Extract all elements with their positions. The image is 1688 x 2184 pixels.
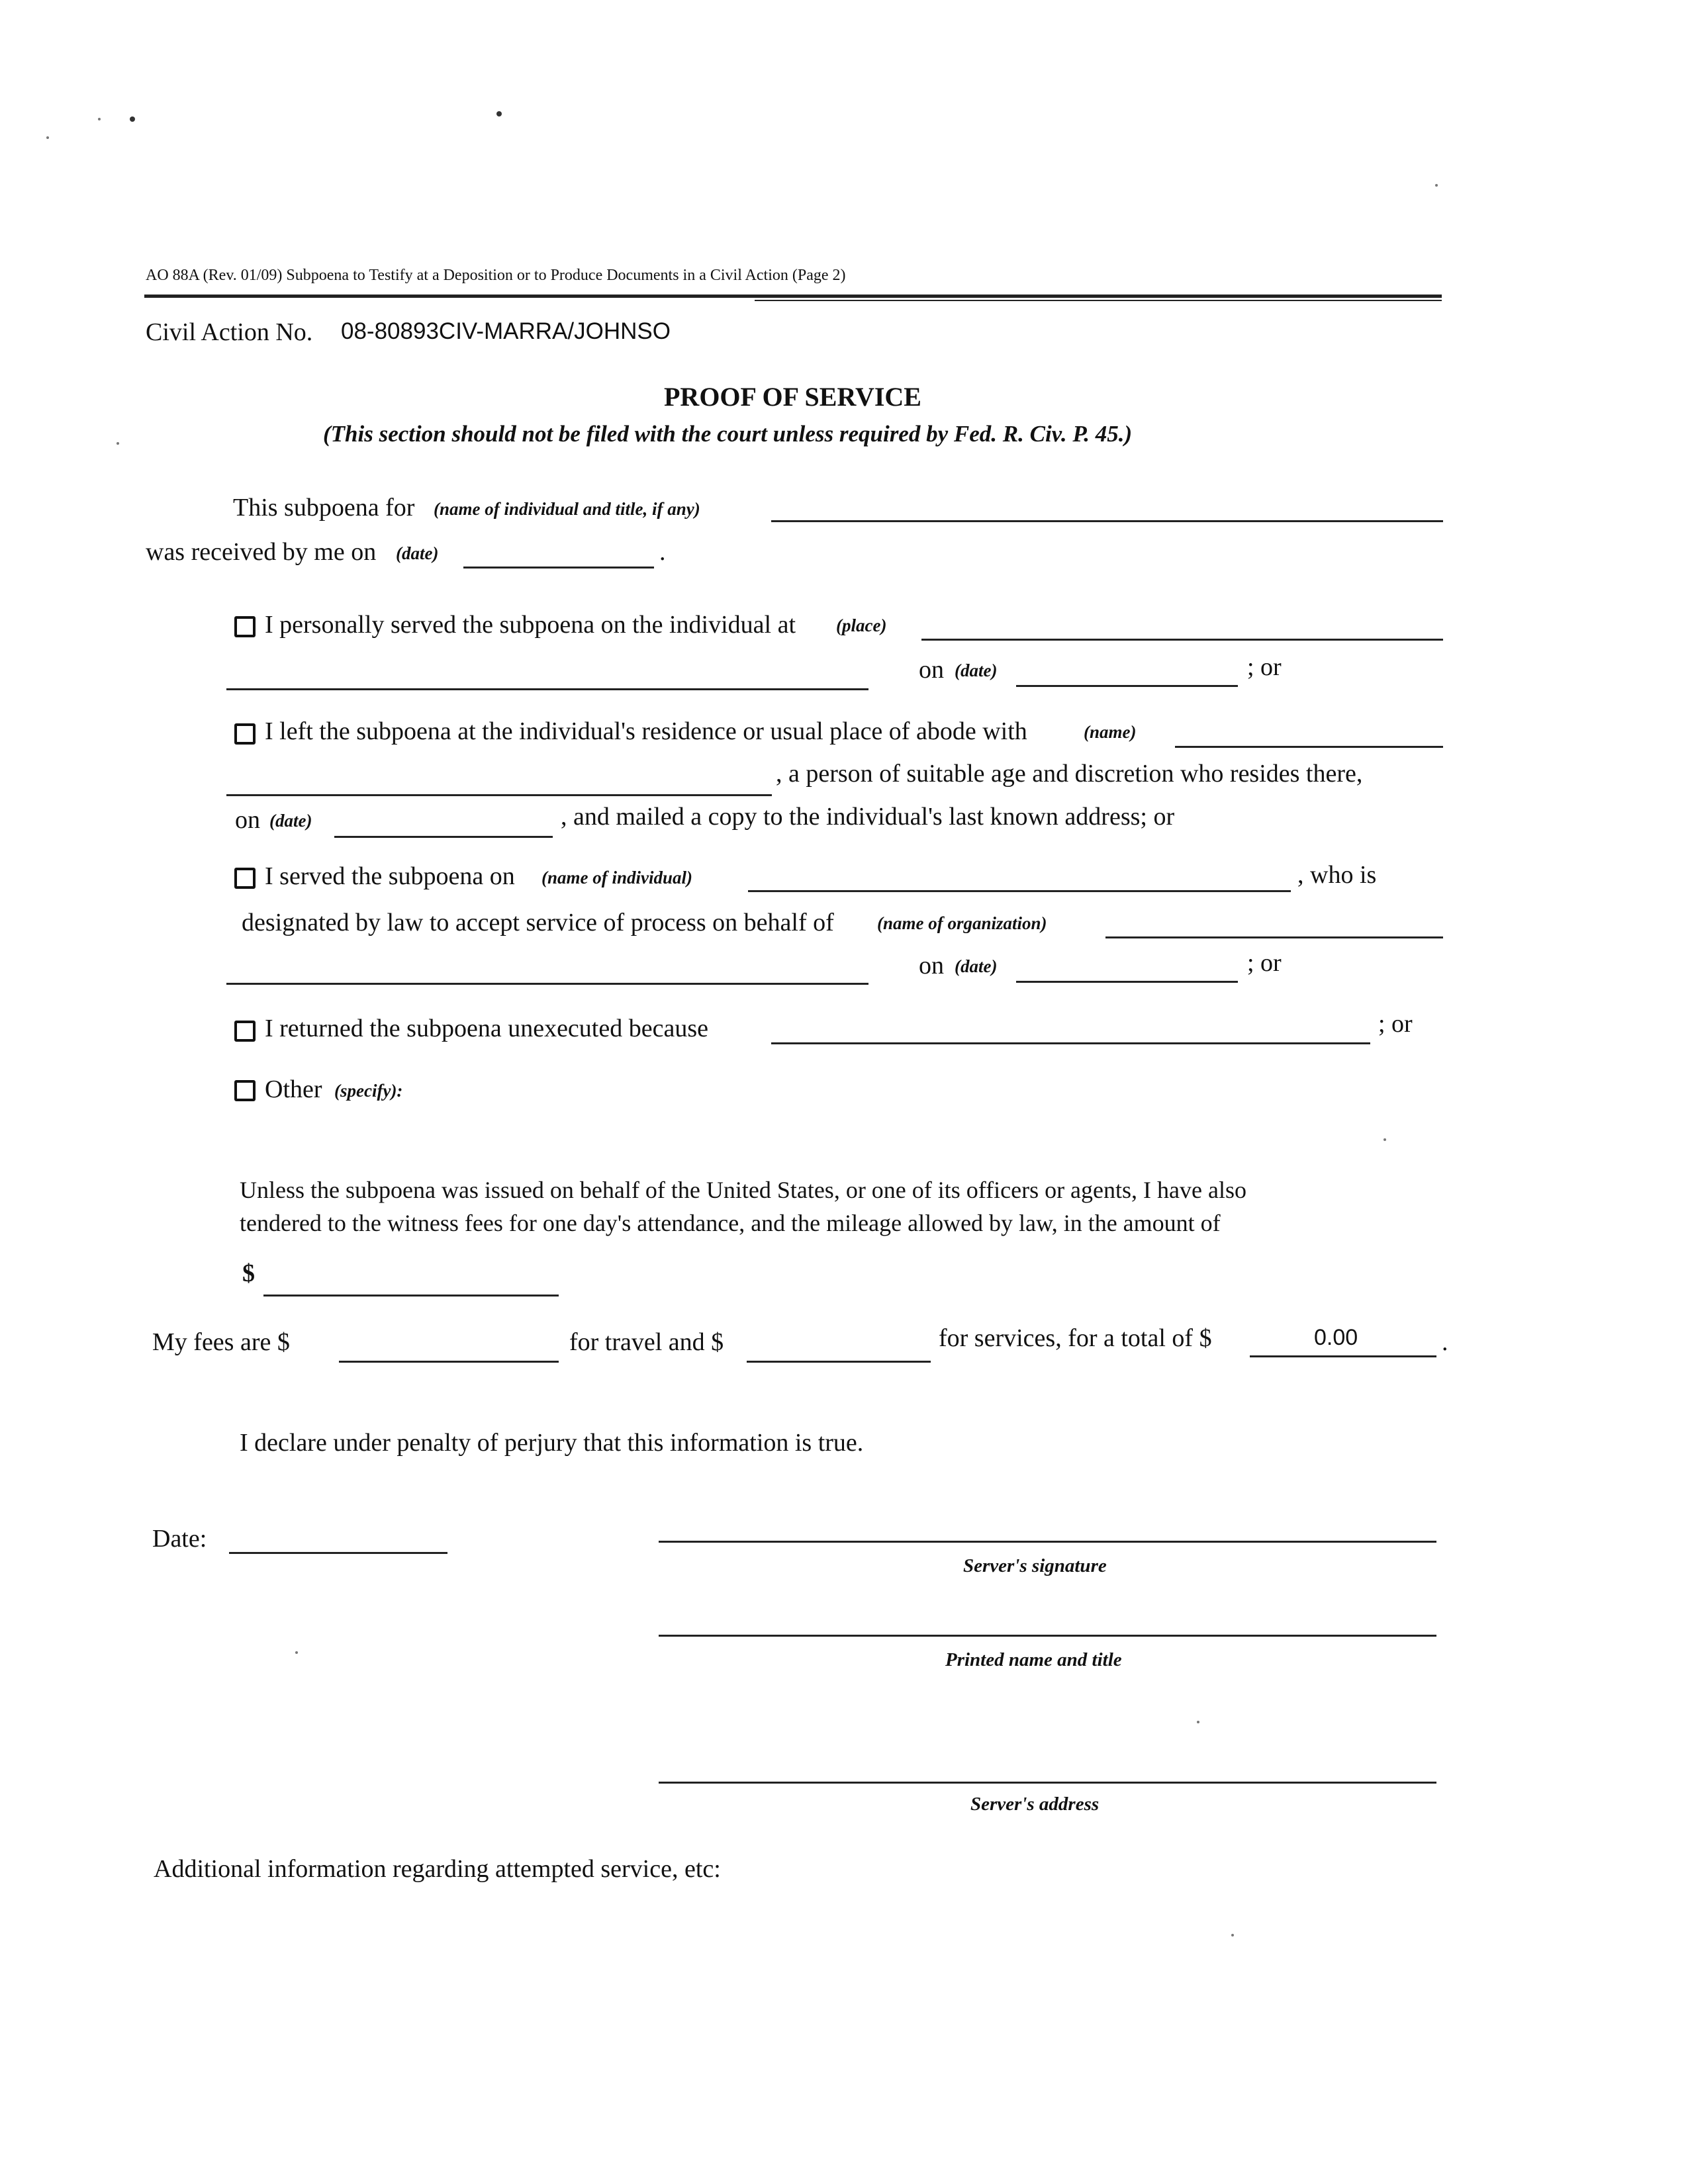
- personally-served-label: I personally served the subpoena on the individual at: [265, 611, 796, 639]
- scan-speck: [130, 116, 135, 122]
- server-signature-caption: Server's signature: [963, 1555, 1107, 1576]
- residence-on-label: on: [235, 806, 260, 834]
- received-on-hint: (date): [396, 543, 439, 563]
- received-on-label: was received by me on: [146, 538, 377, 566]
- total-fee-field[interactable]: [1250, 1355, 1436, 1357]
- personally-served-place-hint: (place): [836, 615, 887, 635]
- services-fee-field[interactable]: [747, 1361, 931, 1363]
- designated-or: ; or: [1247, 949, 1282, 977]
- travel-fee-label: for travel and $: [569, 1328, 724, 1356]
- personally-served-or: ; or: [1247, 653, 1282, 681]
- residence-date-hint: (date): [269, 811, 312, 831]
- designated-individual-field[interactable]: [748, 890, 1291, 892]
- scan-speck: [1435, 184, 1438, 187]
- personally-served-date-field[interactable]: [1016, 685, 1238, 687]
- other-checkbox[interactable]: [234, 1080, 256, 1101]
- personally-served-place-field[interactable]: [921, 639, 1443, 641]
- witness-fees-dollar: $: [242, 1259, 255, 1287]
- scan-speck: [295, 1651, 298, 1654]
- subpoena-for-hint: (name of individual and title, if any): [434, 499, 700, 519]
- returned-or: ; or: [1378, 1010, 1413, 1038]
- form-identifier: AO 88A (Rev. 01/09) Subpoena to Testify at a Deposition or to Produce Documents in a Civil Action (Page 2): [146, 267, 846, 284]
- residence-name-field[interactable]: [1175, 746, 1443, 748]
- scan-speck: [1231, 1934, 1234, 1936]
- scan-speck: [117, 442, 119, 445]
- subpoena-for-label: This subpoena for: [233, 494, 415, 522]
- designated-date-field[interactable]: [1016, 981, 1238, 983]
- personally-served-place-field-2[interactable]: [226, 688, 868, 690]
- signature-date-field[interactable]: [229, 1552, 447, 1554]
- designated-organization-hint: (name of organization): [877, 913, 1047, 933]
- returned-reason-field[interactable]: [771, 1042, 1370, 1044]
- residence-label: I left the subpoena at the individual's residence or usual place of abode with: [265, 717, 1027, 745]
- header-rule-secondary: [755, 300, 1442, 301]
- scan-speck: [496, 111, 502, 116]
- personally-served-on-label: on: [919, 656, 944, 684]
- designated-by-law-text: designated by law to accept service of process on behalf of: [242, 909, 834, 936]
- total-fee-value: 0.00: [1314, 1325, 1358, 1350]
- designated-served-label: I served the subpoena on: [265, 862, 515, 890]
- witness-fees-line-1: Unless the subpoena was issued on behalf of the United States, or one of its officers or agents, I have also: [240, 1177, 1246, 1203]
- witness-fees-amount-field[interactable]: [263, 1295, 559, 1297]
- residence-name-hint: (name): [1084, 722, 1137, 742]
- header-rule: [144, 295, 1442, 298]
- returned-checkbox[interactable]: [234, 1021, 256, 1042]
- designated-checkbox[interactable]: [234, 868, 256, 889]
- server-address-field[interactable]: [659, 1782, 1436, 1784]
- designated-on-label: on: [919, 952, 944, 979]
- designated-organization-field[interactable]: [1105, 936, 1443, 938]
- scan-speck: [98, 118, 101, 120]
- page-title: PROOF OF SERVICE: [664, 382, 921, 412]
- perjury-declaration: I declare under penalty of perjury that this information is true.: [240, 1429, 864, 1457]
- received-date-field[interactable]: [463, 567, 654, 569]
- scan-speck: [46, 136, 49, 139]
- page-subtitle: (This section should not be filed with the court unless required by Fed. R. Civ. P. 45.): [323, 421, 1133, 447]
- received-on-period: .: [659, 538, 666, 566]
- services-fee-label: for services, for a total of $: [939, 1324, 1212, 1352]
- designated-organization-field-2[interactable]: [226, 983, 868, 985]
- scan-speck: [1197, 1721, 1199, 1723]
- witness-fees-line-2: tendered to the witness fees for one day's attendance, and the mileage allowed by law, in the amount of: [240, 1210, 1221, 1236]
- returned-label: I returned the subpoena unexecuted because: [265, 1015, 708, 1042]
- civil-action-number: 08-80893CIV-MARRA/JOHNSO: [341, 318, 671, 344]
- additional-information-label: Additional information regarding attempted service, etc:: [154, 1855, 721, 1883]
- server-address-caption: Server's address: [970, 1794, 1100, 1815]
- subpoena-for-field[interactable]: [771, 520, 1443, 522]
- residence-checkbox[interactable]: [234, 723, 256, 745]
- residence-mailed-text: , and mailed a copy to the individual's last known address; or: [561, 803, 1175, 831]
- my-fees-label: My fees are $: [152, 1328, 290, 1356]
- printed-name-field[interactable]: [659, 1635, 1436, 1637]
- printed-name-caption: Printed name and title: [945, 1649, 1122, 1670]
- designated-date-hint: (date): [955, 956, 998, 976]
- residence-date-field[interactable]: [334, 836, 553, 838]
- personally-served-checkbox[interactable]: [234, 616, 256, 637]
- total-fee-period: .: [1442, 1328, 1448, 1356]
- other-specify-field[interactable]: [424, 1102, 1443, 1104]
- designated-who-is: , who is: [1297, 861, 1377, 889]
- date-label: Date:: [152, 1525, 207, 1553]
- scan-speck: [1383, 1138, 1386, 1141]
- designated-individual-hint: (name of individual): [541, 868, 692, 887]
- personally-served-date-hint: (date): [955, 660, 998, 680]
- server-signature-field[interactable]: [659, 1541, 1436, 1543]
- other-specify-hint: (specify):: [334, 1081, 403, 1101]
- residence-suitable-age-text: , a person of suitable age and discretion who resides there,: [776, 760, 1363, 788]
- civil-action-label: Civil Action No.: [146, 318, 313, 346]
- other-label: Other: [265, 1075, 322, 1103]
- travel-fee-field[interactable]: [339, 1361, 559, 1363]
- residence-name-field-2[interactable]: [226, 794, 772, 796]
